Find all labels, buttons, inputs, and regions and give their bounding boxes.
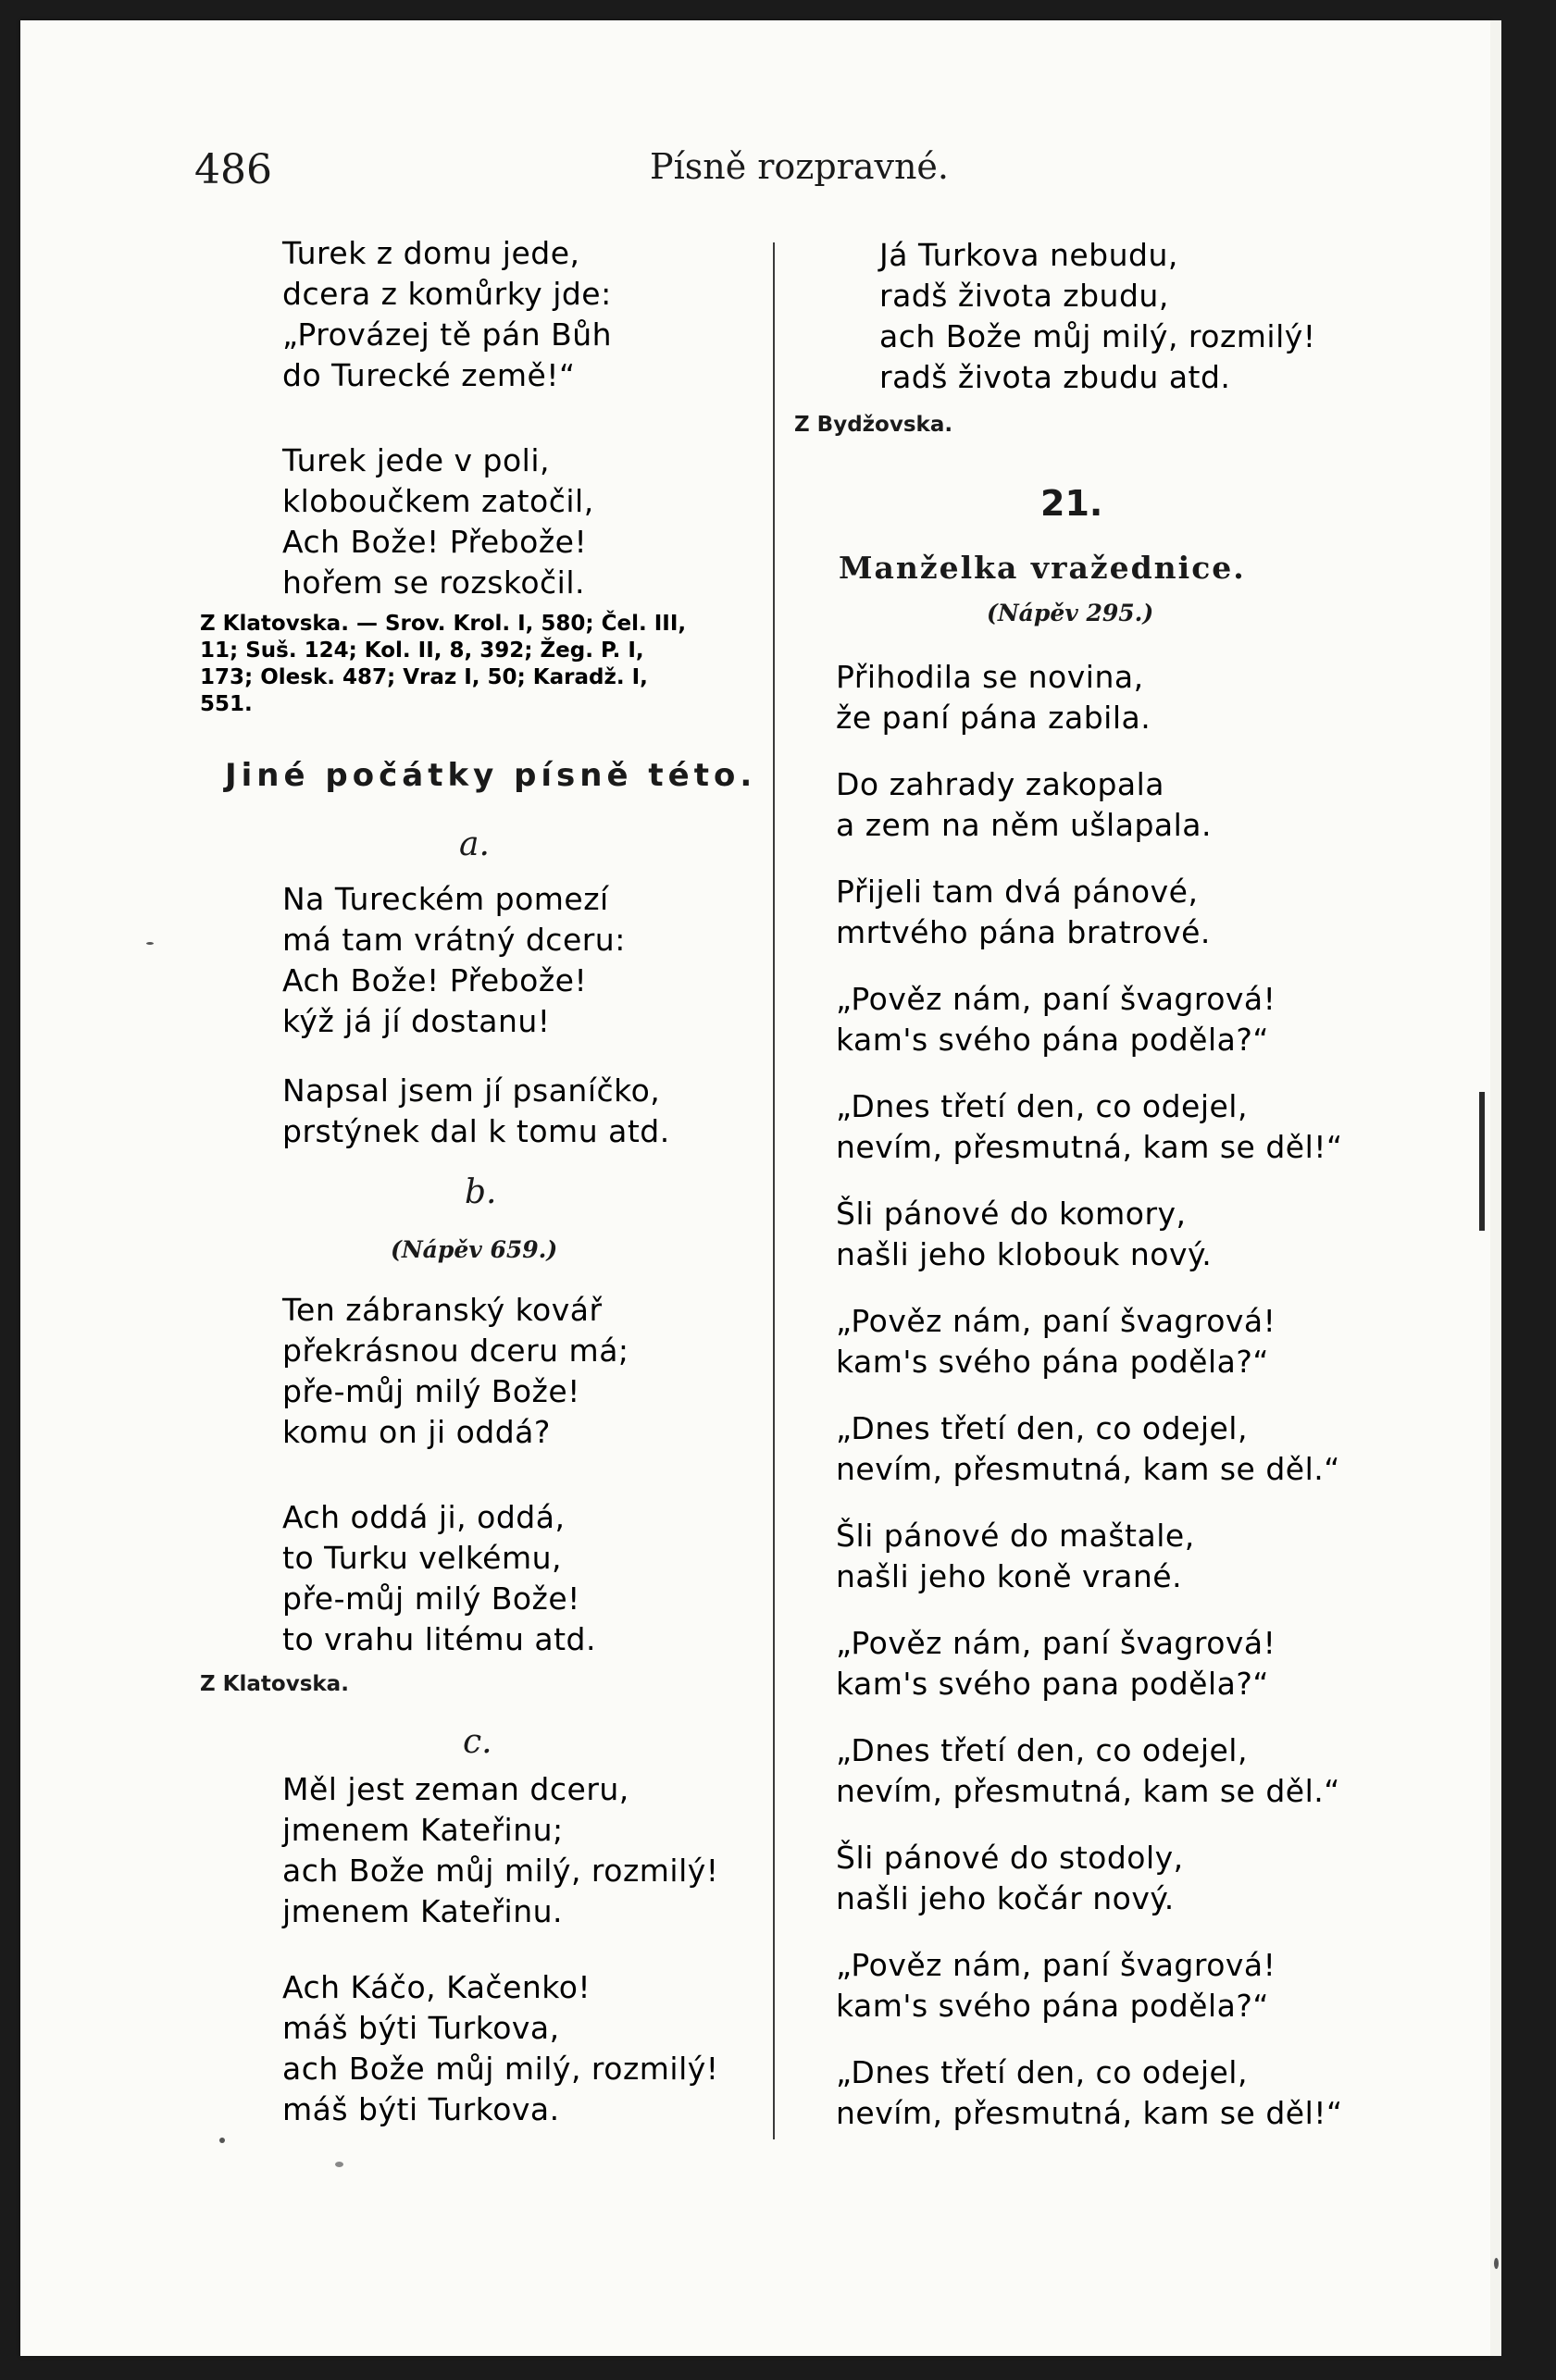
left-stanza-2 [282,440,594,603]
scan-speck [146,942,154,945]
verse-line: nevím, přesmutná, kam se děl.“ [836,1773,1340,1809]
verse-line: Turek jede v poli, [282,442,551,478]
binding-mark [1479,1092,1485,1231]
variant-b-stanza-2 [282,1497,596,1660]
couplet [836,1838,1184,1919]
verse-line: Šli pánové do komory, [836,1196,1187,1232]
couplet [836,979,1276,1060]
couplet [836,1730,1340,1812]
verse-line: kam's svého pána poděla?“ [836,1344,1269,1380]
couplet [836,1945,1276,2027]
verse-line: Já Turkova nebudu, [879,237,1178,273]
verse-line: 11; Suš. 124; Kol. II, 8, 392; Žeg. P. I, [200,638,644,663]
verse-line: a zem na něm ušlapala. [836,807,1213,843]
verse-line: to vrahu litému atd. [282,1621,596,1657]
verse-line: mrtvého pána bratrové. [836,914,1211,950]
verse-line: Napsal jsem jí psaníčko, [282,1072,661,1109]
verse-line: pře-můj milý Bože! [282,1580,580,1617]
verse-line: jmenem Kateřinu. [282,1893,564,1929]
verse-line: kloboučkem zatočil, [282,483,594,519]
verse-line: „Pověz nám, paní švagrová! [836,1625,1276,1661]
couplet [836,1516,1195,1597]
variant-a-stanza-1 [282,879,626,1042]
verse-line: Ten zábranský kovář [282,1292,603,1328]
verse-line: radš života zbudu atd. [879,359,1231,395]
verse-line: má tam vrátný dceru: [282,922,626,958]
verse-line: dcera z komůrky jde: [282,276,612,312]
couplet [836,1194,1212,1275]
verse-line: našli jeho klobouk nový. [836,1236,1213,1272]
verse-line: Turek z domu jede, [282,235,580,271]
verse-line: Ach Bože! Přebože! [282,962,588,998]
verse-line: máš býti Turkova, [282,2010,560,2046]
verse-line: „Pověz nám, paní švagrová! [836,1303,1276,1339]
page-edge [1490,20,1501,2356]
verse-line: „Pověz nám, paní švagrová! [836,1947,1276,1983]
verse-line: Přihodila se novina, [836,659,1144,695]
verse-line: hořem se rozskočil. [282,564,586,601]
verse-line: Ach oddá ji, oddá, [282,1499,566,1535]
verse-line: ach Bože můj milý, rozmilý! [282,2051,719,2087]
verse-line: Z Klatovska. — Srov. Krol. I, 580; Čel. III, [200,612,687,636]
left-stanza-1 [282,233,612,396]
couplet [836,872,1211,953]
section-heading: Jiné počátky písně této. [225,757,757,794]
verse-line: nevím, přesmutná, kam se děl.“ [836,1451,1340,1487]
scan-speck [335,2162,343,2167]
verse-line: nevím, přesmutná, kam se děl!“ [836,2095,1343,2131]
right-stanza-top [879,235,1316,398]
variant-c-stanza-2 [282,1967,719,2130]
verse-line: našli jeho koně vrané. [836,1558,1183,1594]
verse-line: Přijeli tam dvá pánové, [836,874,1199,910]
verse-line: Na Tureckém pomezí [282,881,609,917]
verse-line: jmenem Kateřinu; [282,1812,564,1848]
verse-line: „Dnes třetí den, co odejel, [836,1088,1248,1124]
verse-line: radš života zbudu, [879,278,1169,314]
scan-speck [1494,2258,1499,2269]
couplet [836,1408,1340,1490]
couplet [836,2052,1343,2134]
verse-line: kýž já jí dostanu! [282,1003,551,1039]
verse-line: Měl jest zeman dceru, [282,1771,629,1807]
verse-line: to Turku velkému, [282,1540,563,1576]
variant-b-stanza-1 [282,1290,629,1453]
verse-line: ach Bože můj milý, rozmilý! [879,318,1316,354]
verse-line: „Dnes třetí den, co odejel, [836,1410,1248,1446]
verse-line: „Dnes třetí den, co odejel, [836,2054,1248,2090]
verse-line: kam's svého pána poděla?“ [836,1988,1269,2024]
verse-line: „Dnes třetí den, co odejel, [836,1732,1248,1768]
variant-b-tune: (Nápěv 659.) [391,1236,558,1263]
variant-a-letter: a. [459,825,490,863]
verse-line: našli jeho kočár nový. [836,1880,1175,1916]
source-citation [200,611,686,718]
verse-line: pře-můj milý Bože! [282,1373,580,1409]
verse-line: máš býti Turkova. [282,2091,560,2127]
song-number: 21. [1040,483,1103,524]
verse-line: do Turecké země!“ [282,357,576,393]
page-number: 486 [194,146,272,193]
variant-b-letter: b. [465,1173,497,1211]
verse-line: Ach Káčo, Kačenko! [282,1969,591,2005]
running-head: Písně rozpravné. [650,146,949,187]
verse-line: kam's svého pana poděla?“ [836,1666,1269,1702]
verse-line: Šli pánové do stodoly, [836,1840,1184,1876]
verse-line: komu on ji oddá? [282,1414,551,1450]
verse-line: nevím, přesmutná, kam se děl!“ [836,1129,1343,1165]
verse-line: Ach Bože! Přebože! [282,524,588,560]
variant-c-stanza-1 [282,1769,719,1932]
right-source: Z Bydžovska. [794,413,953,437]
verse-line: „Provázej tě pán Bůh [282,316,613,353]
verse-line: kam's svého pána poděla?“ [836,1022,1269,1058]
verse-line: „Pověz nám, paní švagrová! [836,981,1276,1017]
verse-line: Šli pánové do maštale, [836,1518,1195,1554]
scan-speck [219,2138,225,2143]
variant-c-letter: c. [463,1723,492,1761]
song-title: Manželka vražednice. [839,550,1246,586]
couplet [836,1623,1276,1704]
couplet [836,657,1151,738]
verse-line: prstýnek dal k tomu atd. [282,1113,670,1149]
verse-line: 173; Olesk. 487; Vraz I, 50; Karadž. I, [200,665,648,689]
variant-a-stanza-2 [282,1071,670,1152]
verse-line: překrásnou dceru má; [282,1333,629,1369]
verse-line: ach Bože můj milý, rozmilý! [282,1853,719,1889]
couplet [836,1086,1343,1168]
verse-line: Do zahrady zakopala [836,766,1165,802]
verse-line: že paní pána zabila. [836,700,1151,736]
couplet [836,764,1212,846]
song-tune: (Nápěv 295.) [987,600,1154,626]
verse-line: 551. [200,692,253,716]
column-divider [773,242,775,2139]
couplet [836,1301,1276,1382]
variant-b-source: Z Klatovska. [200,1672,349,1696]
